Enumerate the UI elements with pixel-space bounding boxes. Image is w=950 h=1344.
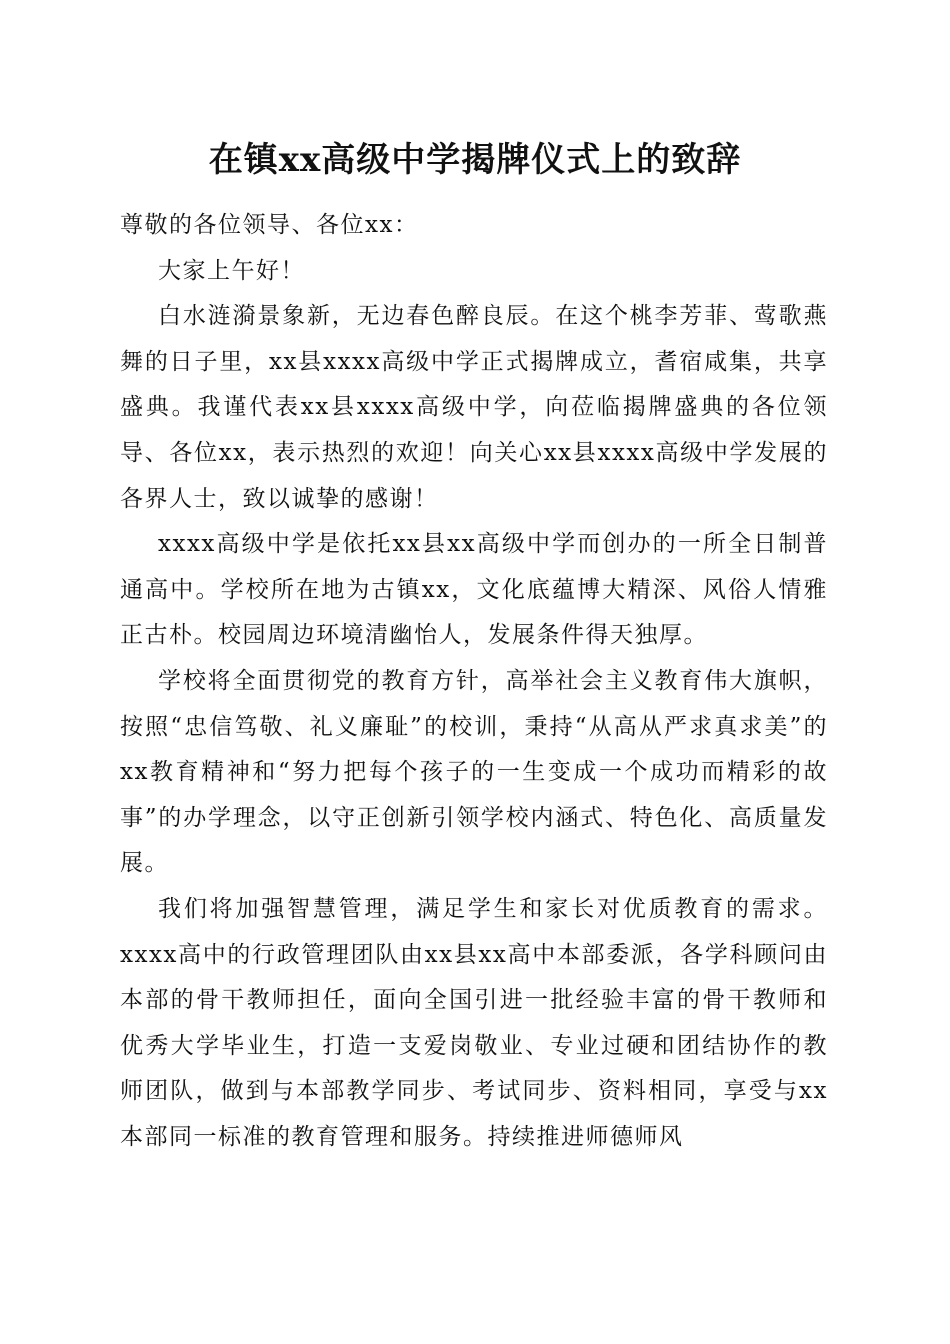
document-body xyxy=(120,203,828,1160)
document-title: 在镇xx高级中学揭牌仪式上的致辞 xyxy=(208,140,742,180)
salutation: 尊敬的各位领导、各位xx： xyxy=(120,212,419,238)
paragraph-4: 我们将加强智慧管理，满足学生和家长对优质教育的需求。xxxx高中的行政管理团队由xx县xx高中本部委派，各学科顾问由本部的骨干教师担任，面向全国引进一批经验丰富的骨干教师和优秀大学毕业生，打造一支爱岗敬业、专业过硬和团结协作的教师团队，做到与本部教学同步、考试同步、资料相同，享受与xx本部同一标准的教育管理和服务。持续推进师德师风 xyxy=(120,895,828,1150)
paragraph-2: xxxx高级中学是依托xx县xx高级中学而创办的一所全日制普通高中。学校所在地为古镇xx，文化底蕴博大精深、风俗人情雅正古朴。校园周边环境清幽怡人，发展条件得天独厚。 xyxy=(120,531,828,649)
paragraph-3: 学校将全面贯彻党的教育方针，高举社会主义教育伟大旗帜，按照“忠信笃敬、礼义廉耻”的校训，秉持“从高从严求真求美”的xx教育精神和“努力把每个孩子的一生变成一个成功而精彩的故事”的办学理念，以守正创新引领学校内涵式、特色化、高质量发展。 xyxy=(120,667,828,877)
paragraph-1: 白水涟漪景象新，无边春色醉良辰。在这个桃李芳菲、莺歌燕舞的日子里，xx县xxxx高级中学正式揭牌成立，耆宿咸集，共享盛典。我谨代表xx县xxxx高级中学，向莅临揭牌盛典的各位领导、各位xx，表示热烈的欢迎！向关心xx县xxxx高级中学发展的各界人士，致以诚挚的感谢！ xyxy=(120,303,828,512)
greeting: 大家上午好！ xyxy=(158,257,305,284)
